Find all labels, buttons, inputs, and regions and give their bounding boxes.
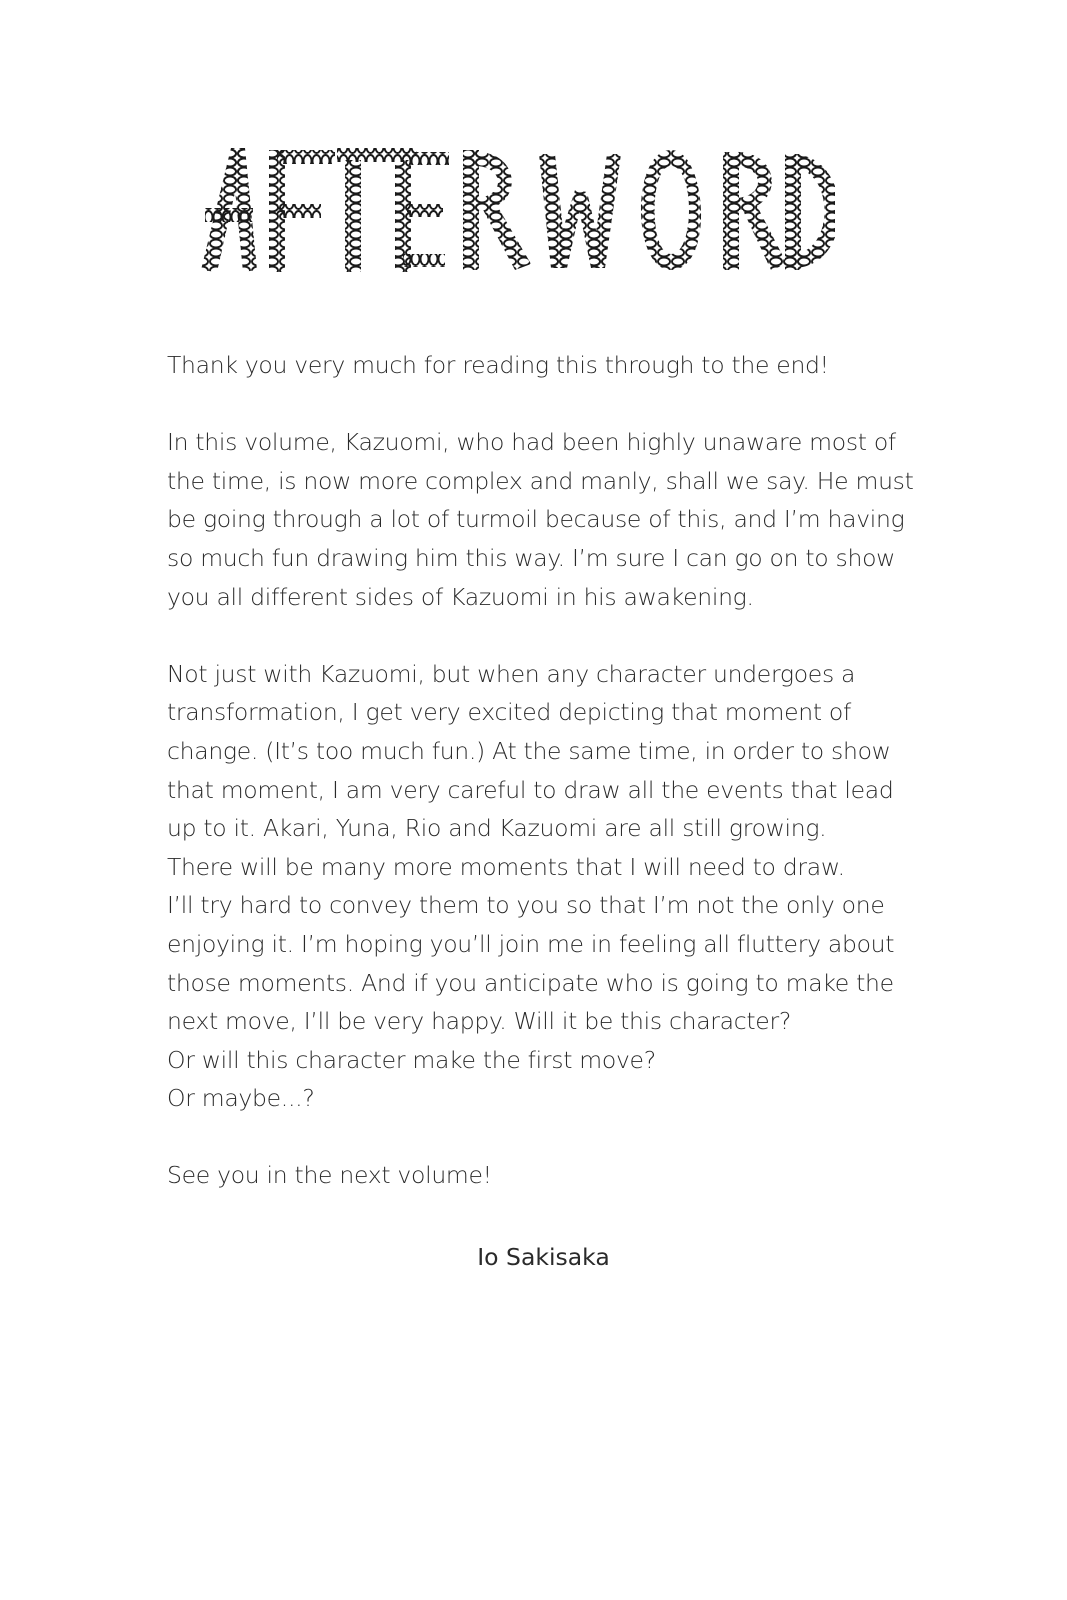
paragraph-transformation [167, 655, 895, 1118]
text-line: I’ll try hard to convey them to you so that I’m not the only one [167, 891, 885, 920]
paragraph-kazuomi [167, 423, 914, 616]
paragraph-closing [167, 1156, 887, 1195]
text-line: those moments. And if you anticipate who is going to make the [167, 968, 894, 997]
page-title [195, 140, 835, 280]
text-line: Or maybe...? [167, 1084, 315, 1113]
text-line: up to it. Akari, Yuna, Rio and Kazuomi are all still growing. [167, 814, 827, 843]
text-line: transformation, I get very excited depicting that moment of [167, 698, 851, 727]
text-line: Not just with Kazuomi, but when any character undergoes a [167, 659, 856, 688]
text-line: be going through a lot of turmoil because of this, and I’m having [167, 505, 905, 534]
text-line: change. (It’s too much fun.) At the same time, in order to show [167, 736, 891, 765]
text-line: next move, I’ll be very happy. Will it be this character? [167, 1007, 791, 1036]
paragraph-thanks [167, 346, 887, 385]
text-line: There will be many more moments that I will need to draw. [167, 852, 845, 881]
text-line: that moment, I am very careful to draw all the events that lead [167, 775, 894, 804]
text-line: Thank you very much for reading this through to the end! [167, 351, 829, 379]
text-line: you all different sides of Kazuomi in his awakening. [167, 582, 754, 611]
text-line: the time, is now more complex and manly, shall we say. He must [167, 466, 914, 495]
text-line: Or will this character make the first move? [167, 1045, 656, 1074]
author-signature: Io Sakisaka [477, 1243, 610, 1271]
text-line: In this volume, Kazuomi, who had been highly unaware most of [167, 428, 896, 457]
text-line: See you in the next volume! [167, 1161, 492, 1190]
afterword-coiled-lettering [195, 140, 835, 280]
afterword-body [167, 346, 914, 1234]
text-line: enjoying it. I’m hoping you’ll join me in feeling all fluttery about [167, 929, 895, 958]
text-line: so much fun drawing him this way. I’m sure I can go on to show [167, 543, 896, 572]
